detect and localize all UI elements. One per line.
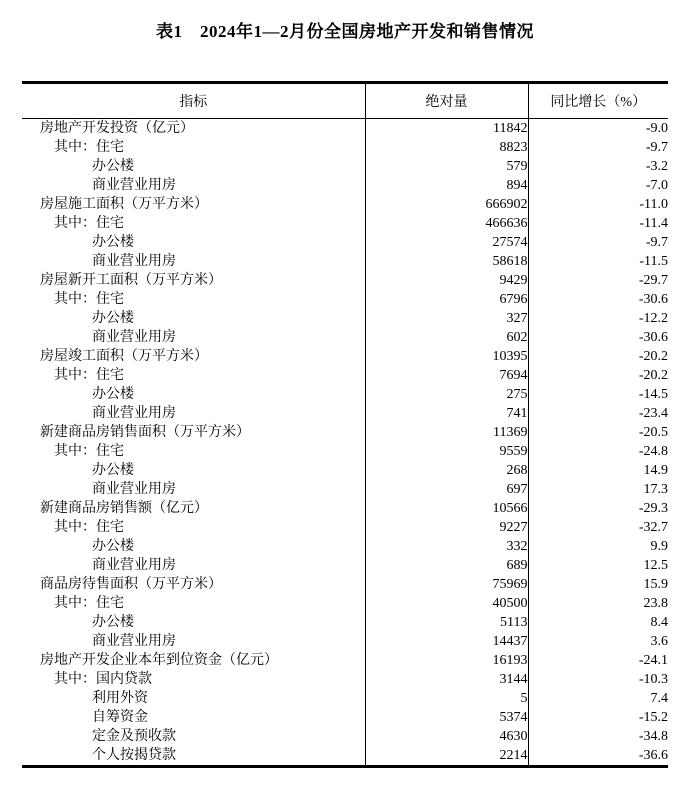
yoy-growth-cell: 3.6	[528, 632, 668, 651]
table-row	[22, 195, 668, 214]
yoy-growth-cell: -24.1	[528, 651, 668, 670]
indicator-cell: 办公楼	[92, 310, 134, 326]
table-body	[22, 118, 668, 765]
yoy-growth-cell: -14.5	[528, 385, 668, 404]
yoy-growth-cell: 8.4	[528, 613, 668, 632]
yoy-growth-cell: -24.8	[528, 442, 668, 461]
table-row	[22, 708, 668, 727]
table-row	[22, 670, 668, 689]
absolute-value-cell: 6796	[365, 290, 528, 309]
indicator-cell: 其中：住宅	[54, 215, 124, 231]
absolute-value-cell: 7694	[365, 366, 528, 385]
absolute-value-cell: 16193	[365, 651, 528, 670]
absolute-value-cell: 2214	[365, 746, 528, 765]
table-row	[22, 233, 668, 252]
yoy-growth-cell: 9.9	[528, 537, 668, 556]
indicator-cell: 其中：国内贷款	[54, 671, 152, 687]
yoy-growth-cell: -11.5	[528, 252, 668, 271]
absolute-value-cell: 5	[365, 689, 528, 708]
yoy-growth-cell: -30.6	[528, 328, 668, 347]
absolute-value-cell: 58618	[365, 252, 528, 271]
yoy-growth-cell: -9.7	[528, 138, 668, 157]
table-row	[22, 366, 668, 385]
indicators-table	[22, 84, 668, 765]
table-row	[22, 157, 668, 176]
absolute-value-cell: 5374	[365, 708, 528, 727]
absolute-value-cell: 10395	[365, 347, 528, 366]
indicator-cell: 办公楼	[92, 386, 134, 402]
absolute-value-cell: 697	[365, 480, 528, 499]
absolute-value-cell: 9227	[365, 518, 528, 537]
yoy-growth-cell: -20.2	[528, 347, 668, 366]
yoy-growth-cell: -10.3	[528, 670, 668, 689]
yoy-growth-cell: -23.4	[528, 404, 668, 423]
table-row	[22, 442, 668, 461]
indicator-cell: 其中：住宅	[54, 291, 124, 307]
table-row	[22, 499, 668, 518]
table-row	[22, 214, 668, 233]
absolute-value-cell: 27574	[365, 233, 528, 252]
yoy-growth-cell: -29.7	[528, 271, 668, 290]
table-row	[22, 290, 668, 309]
indicator-cell: 个人按揭贷款	[92, 747, 176, 763]
indicator-cell: 新建商品房销售额（亿元）	[40, 500, 208, 516]
table-row	[22, 727, 668, 746]
yoy-growth-cell: 12.5	[528, 556, 668, 575]
indicator-cell: 商业营业用房	[92, 405, 176, 421]
table-row	[22, 252, 668, 271]
indicator-cell: 房屋竣工面积（万平方米）	[40, 348, 208, 364]
table-row	[22, 385, 668, 404]
indicator-cell: 办公楼	[92, 538, 134, 554]
indicator-cell: 房屋施工面积（万平方米）	[40, 196, 208, 212]
table-row	[22, 689, 668, 708]
absolute-value-cell: 666902	[365, 195, 528, 214]
indicator-cell: 其中：住宅	[54, 595, 124, 611]
indicator-cell: 定金及预收款	[92, 728, 176, 744]
table-row	[22, 480, 668, 499]
yoy-growth-cell: -9.7	[528, 233, 668, 252]
absolute-value-cell: 466636	[365, 214, 528, 233]
absolute-value-cell: 327	[365, 309, 528, 328]
indicator-cell: 商业营业用房	[92, 633, 176, 649]
absolute-value-cell: 11842	[365, 118, 528, 138]
indicator-cell: 商品房待售面积（万平方米）	[40, 576, 222, 592]
column-header-yoy-growth: 同比增长（%）	[528, 84, 668, 118]
statistics-table-container	[22, 81, 668, 768]
yoy-growth-cell: -7.0	[528, 176, 668, 195]
indicator-cell: 新建商品房销售面积（万平方米）	[40, 424, 250, 440]
indicator-cell: 商业营业用房	[92, 557, 176, 573]
absolute-value-cell: 602	[365, 328, 528, 347]
yoy-growth-cell: -20.5	[528, 423, 668, 442]
table-row	[22, 404, 668, 423]
absolute-value-cell: 8823	[365, 138, 528, 157]
indicator-cell: 办公楼	[92, 462, 134, 478]
indicator-cell: 其中：住宅	[54, 139, 124, 155]
yoy-growth-cell: 7.4	[528, 689, 668, 708]
absolute-value-cell: 268	[365, 461, 528, 480]
table-row	[22, 651, 668, 670]
table-row	[22, 746, 668, 765]
indicator-cell: 房地产开发企业本年到位资金（亿元）	[40, 652, 278, 668]
yoy-growth-cell: -3.2	[528, 157, 668, 176]
table-row	[22, 176, 668, 195]
table-row	[22, 423, 668, 442]
yoy-growth-cell: -11.0	[528, 195, 668, 214]
absolute-value-cell: 332	[365, 537, 528, 556]
column-header-absolute-value: 绝对量	[365, 84, 528, 118]
indicator-cell: 商业营业用房	[92, 329, 176, 345]
indicator-cell: 办公楼	[92, 614, 134, 630]
yoy-growth-cell: 15.9	[528, 575, 668, 594]
indicator-cell: 房地产开发投资（亿元）	[40, 120, 194, 136]
table-row	[22, 328, 668, 347]
table-row	[22, 632, 668, 651]
indicator-cell: 商业营业用房	[92, 481, 176, 497]
table-row	[22, 537, 668, 556]
yoy-growth-cell: 14.9	[528, 461, 668, 480]
absolute-value-cell: 11369	[365, 423, 528, 442]
table-row	[22, 138, 668, 157]
indicator-cell: 商业营业用房	[92, 177, 176, 193]
table-row	[22, 271, 668, 290]
table-row	[22, 309, 668, 328]
absolute-value-cell: 10566	[365, 499, 528, 518]
table-header-row	[22, 84, 668, 118]
yoy-growth-cell: -15.2	[528, 708, 668, 727]
table-title: 表1 2024年1—2月份全国房地产开发和销售情况	[156, 22, 534, 41]
absolute-value-cell: 3144	[365, 670, 528, 689]
yoy-growth-cell: -36.6	[528, 746, 668, 765]
table-row	[22, 556, 668, 575]
indicator-cell: 房屋新开工面积（万平方米）	[40, 272, 222, 288]
yoy-growth-cell: -11.4	[528, 214, 668, 233]
yoy-growth-cell: -29.3	[528, 499, 668, 518]
yoy-growth-cell: -34.8	[528, 727, 668, 746]
absolute-value-cell: 579	[365, 157, 528, 176]
table-row	[22, 118, 668, 138]
yoy-growth-cell: -9.0	[528, 118, 668, 138]
absolute-value-cell: 40500	[365, 594, 528, 613]
table-row	[22, 575, 668, 594]
table-row	[22, 461, 668, 480]
absolute-value-cell: 5113	[365, 613, 528, 632]
absolute-value-cell: 14437	[365, 632, 528, 651]
yoy-growth-cell: 17.3	[528, 480, 668, 499]
indicator-cell: 办公楼	[92, 234, 134, 250]
table-row	[22, 347, 668, 366]
indicator-cell: 商业营业用房	[92, 253, 176, 269]
absolute-value-cell: 894	[365, 176, 528, 195]
indicator-cell: 其中：住宅	[54, 367, 124, 383]
absolute-value-cell: 741	[365, 404, 528, 423]
yoy-growth-cell: -30.6	[528, 290, 668, 309]
absolute-value-cell: 9429	[365, 271, 528, 290]
yoy-growth-cell: -32.7	[528, 518, 668, 537]
yoy-growth-cell: -20.2	[528, 366, 668, 385]
indicator-cell: 其中：住宅	[54, 443, 124, 459]
absolute-value-cell: 275	[365, 385, 528, 404]
absolute-value-cell: 689	[365, 556, 528, 575]
yoy-growth-cell: 23.8	[528, 594, 668, 613]
indicator-cell: 利用外资	[92, 690, 148, 706]
indicator-cell: 其中：住宅	[54, 519, 124, 535]
absolute-value-cell: 9559	[365, 442, 528, 461]
indicator-cell: 自筹资金	[92, 709, 148, 725]
yoy-growth-cell: -12.2	[528, 309, 668, 328]
table-row	[22, 518, 668, 537]
indicator-cell: 办公楼	[92, 158, 134, 174]
column-header-indicator: 指标	[22, 84, 365, 118]
absolute-value-cell: 4630	[365, 727, 528, 746]
table-row	[22, 613, 668, 632]
table-row	[22, 594, 668, 613]
absolute-value-cell: 75969	[365, 575, 528, 594]
